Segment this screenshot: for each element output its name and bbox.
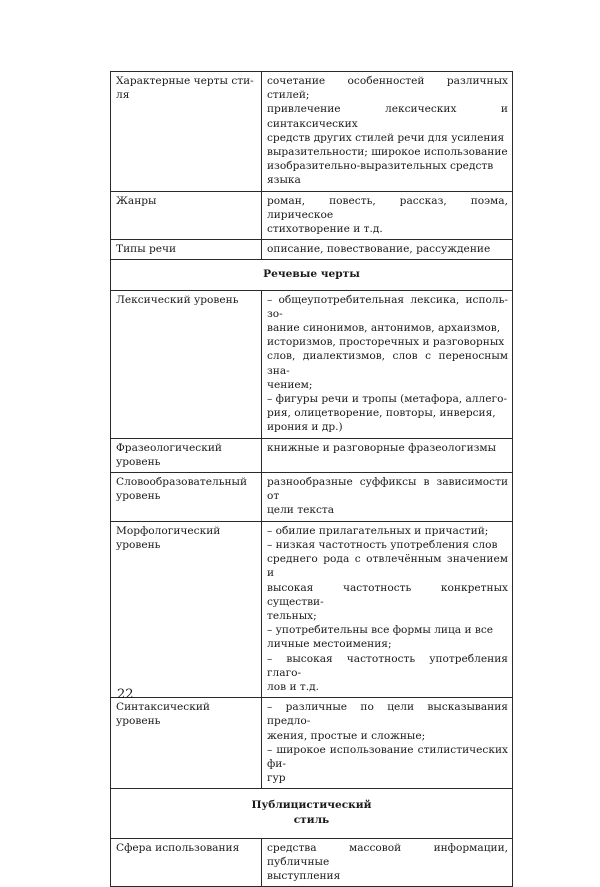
content-line: – высокая частотность употребления глаго- bbox=[267, 652, 508, 679]
content-line: – различные по цели высказывания предло- bbox=[267, 701, 508, 728]
row-label-text: Сфера использования bbox=[116, 841, 240, 854]
row-label-text: Типы речи bbox=[116, 243, 177, 256]
table-row bbox=[111, 240, 513, 260]
row-content bbox=[262, 240, 513, 260]
content-line: – широкое использование стилистических фи- bbox=[267, 743, 508, 770]
content-line: среднего рода с отвлечённым значением и bbox=[267, 553, 508, 580]
content-line: тельных; bbox=[267, 609, 317, 622]
content-line: – обилие прилагательных и причастий; bbox=[267, 524, 489, 537]
content-line: слов, диалектизмов, слов с переносным зна- bbox=[267, 350, 508, 377]
content-line: выразительности; широкое использование bbox=[267, 146, 508, 159]
content-line: чением; bbox=[267, 378, 313, 391]
row-label-usage-sphere bbox=[111, 838, 262, 887]
content-line: разнообразные суффиксы в зависимости от bbox=[267, 476, 508, 503]
row-label-speech-types bbox=[111, 240, 262, 260]
content-line: высокая частотность конкретных существи- bbox=[267, 581, 508, 608]
row-label-genres bbox=[111, 191, 262, 240]
section-heading-line: стиль bbox=[293, 813, 330, 826]
row-content bbox=[262, 191, 513, 240]
content-line: лов и т.д. bbox=[267, 680, 319, 693]
row-label-text: Синтаксический уровень bbox=[116, 701, 210, 728]
content-line: изобразительно-выразительных средств bbox=[267, 160, 494, 173]
row-content bbox=[262, 698, 513, 789]
table-row bbox=[111, 473, 513, 522]
row-content bbox=[262, 521, 513, 697]
row-label-text: Лексический уровень bbox=[116, 293, 239, 306]
section-heading-speech-features: Речевые черты bbox=[111, 260, 513, 290]
row-label-text: Словообразовательный уровень bbox=[116, 476, 248, 503]
row-content bbox=[262, 438, 513, 472]
content-line: гур bbox=[267, 772, 286, 785]
content-line: личные местоимения; bbox=[267, 638, 392, 651]
content-line: рия, олицетворение, повторы, инверсия, bbox=[267, 407, 496, 420]
content-line: книжные и разговорные фразеологизмы bbox=[267, 441, 497, 454]
content-line: вание синонимов, антонимов, архаизмов, bbox=[267, 322, 501, 335]
row-label-text: Морфологический уровень bbox=[116, 524, 221, 551]
content-line: средств других стилей речи для усиления bbox=[267, 131, 505, 144]
table-row bbox=[111, 521, 513, 697]
row-label-syntactic-level bbox=[111, 698, 262, 789]
content-line: цели текста bbox=[267, 504, 335, 517]
table-row bbox=[111, 72, 513, 192]
table-row bbox=[111, 438, 513, 472]
row-label-text: Характерные черты сти-ля bbox=[116, 75, 254, 102]
content-line: – фигуры речи и тропы (метафора, аллего- bbox=[267, 393, 508, 406]
row-content bbox=[262, 473, 513, 522]
row-content bbox=[262, 72, 513, 192]
row-label-phraseological-level bbox=[111, 438, 262, 472]
row-label-text: Жанры bbox=[116, 194, 157, 207]
page-number: 22 bbox=[117, 687, 134, 702]
table-row bbox=[111, 191, 513, 240]
content-line: – употребительны все формы лица и все bbox=[267, 624, 494, 637]
content-line: описание, повествование, рассуждение bbox=[267, 243, 491, 256]
table-row bbox=[111, 290, 513, 438]
content-line: выступления bbox=[267, 870, 341, 883]
row-content bbox=[262, 290, 513, 438]
content-line: языка bbox=[267, 174, 301, 187]
row-content bbox=[262, 838, 513, 887]
content-line: роман, повесть, рассказ, поэма, лирическое bbox=[267, 194, 508, 221]
content-line: – низкая частотность употребления слов bbox=[267, 538, 498, 551]
section-row bbox=[111, 260, 513, 290]
content-line: жения, простые и сложные; bbox=[267, 729, 426, 742]
content-line: сочетание особенностей различных стилей; bbox=[267, 75, 508, 102]
row-label-morphological-level bbox=[111, 521, 262, 697]
content-line: историзмов, просторечных и разговорных bbox=[267, 336, 505, 349]
style-characteristics-table bbox=[110, 71, 513, 887]
content-line: – общеупотребительная лексика, исполь-зо- bbox=[267, 293, 508, 320]
content-line: привлечение лексических и синтаксических bbox=[267, 103, 508, 130]
row-label-lexical-level bbox=[111, 290, 262, 438]
section-row bbox=[111, 789, 513, 838]
section-heading-publicistic-style bbox=[111, 789, 513, 838]
row-label-characteristic-features bbox=[111, 72, 262, 192]
content-line: средства массовой информации, публичные bbox=[267, 841, 508, 868]
section-heading-line: Публицистический bbox=[251, 799, 372, 812]
content-line: ирония и др.) bbox=[267, 421, 343, 434]
row-label-text: Фразеологический уровень bbox=[116, 441, 222, 468]
row-label-word-formation-level bbox=[111, 473, 262, 522]
table-row bbox=[111, 838, 513, 887]
content-line: стихотворение и т.д. bbox=[267, 223, 383, 236]
table-row bbox=[111, 698, 513, 789]
